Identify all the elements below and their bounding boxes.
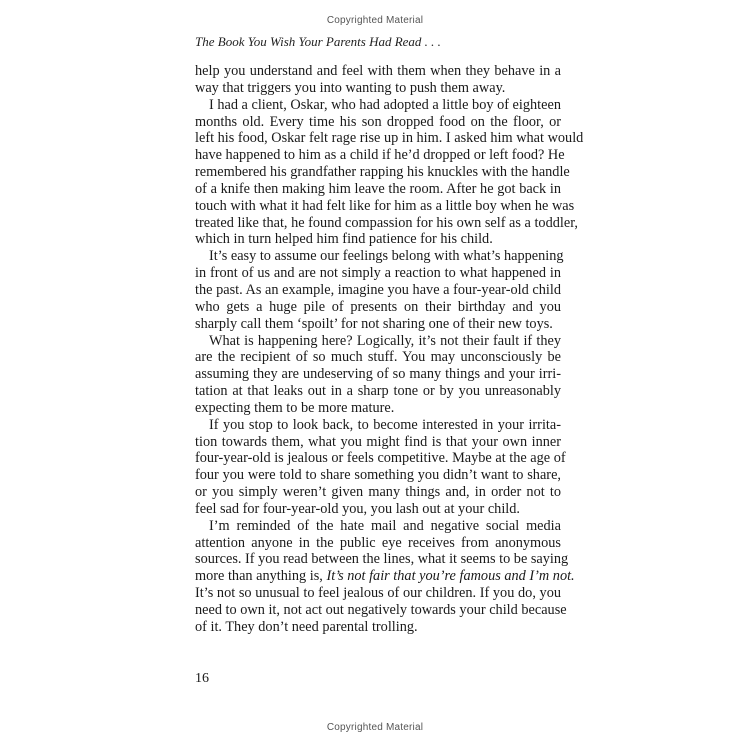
text-line [195,551,569,568]
text-line-content: remembered his grandfather rapping his knuckles with the handle [195,164,570,181]
text-line [195,366,561,383]
text-line-content: the past. As an example, imagine you have a four-year-old child [195,281,561,298]
text-line [195,197,575,215]
text-line-content: way that triggers you into wanting to push them away. [195,79,506,96]
running-head-book-title: The Book You Wish Your Parents Had Read . . . [195,34,441,49]
text-line [195,619,561,636]
text-line [195,147,565,164]
paragraph [195,333,561,417]
text-line-content: need to own it, not act out negatively towards your child because [195,602,567,618]
text-line-content: months old. Every time his son dropped food on the floor, or [195,113,561,130]
text-line-content: in front of us and are not simply a reaction to what happened in [195,265,561,282]
text-line-content: touch with what it had felt like for him as a little boy when he was [195,197,575,214]
text-line-content: I had a client, Oskar, who had adopted a little boy of eighteen [209,96,561,113]
text-line-content: attention anyone in the public eye receives from anonymous [195,534,561,551]
text-line-content: four-year-old is jealous or feels competitive. Maybe at the age of [195,450,566,467]
text-line [195,282,561,299]
text-line [195,400,561,417]
text-line-content: which in turn helped him find patience for his child. [195,231,493,248]
text-line [195,181,561,198]
text-line [195,333,561,350]
text-line-content: expecting them to be more mature. [195,399,395,416]
text-line [195,299,561,316]
text-line [195,114,561,131]
text-line [195,164,570,181]
text-line [195,316,561,333]
text-line-content: sharply call them ‘spoilt’ for not sharing one of their new toys. [195,315,553,332]
text-line [195,417,561,434]
text-line-content: are the recipient of so much stuff. You may unconsciously be [195,349,561,366]
text-line [195,585,561,602]
text-line [195,265,561,282]
paragraph [195,63,561,97]
text-line [195,568,575,585]
text-line [195,501,561,518]
text-line [195,602,567,619]
text-line-content: It’s not so unusual to feel jealous of our children. If you do, you [195,585,561,602]
text-line-content: sources. If you read between the lines, what it seems to be saying [195,551,569,568]
text-line-content: of a knife then making him leave the room. After he got back in [195,180,561,197]
text-line [195,130,584,147]
text-line-content: more than anything is, [195,568,327,585]
paragraph [195,96,584,249]
text-line [195,467,561,484]
text-line [195,349,561,366]
text-line-content: treated like that, he found compassion for his own self as a toddler, [195,214,578,231]
text-line-content: of it. They don’t need parental trolling. [195,618,418,635]
text-line-content: assuming they are undeserving of so many things and your irri- [195,366,561,383]
text-line [195,434,561,451]
text-line-content: have happened to him as a child if he’d dropped or left food? He [195,147,565,164]
paragraph [195,517,575,636]
text-line-content: help you understand and feel with them when they behave in a [195,63,561,79]
text-line [195,97,561,114]
text-line [195,450,566,467]
text-line [195,80,561,97]
text-line [195,535,561,552]
text-line [195,248,564,265]
text-line [195,63,561,80]
text-line-content: tion towards them, what you might find is that your own inner [195,433,561,450]
text-line-content: tation at that leaks out in a sharp tone or by you unreasonably [195,383,561,400]
text-line-content: I’m reminded of the hate mail and negative social media [209,517,561,534]
text-line-content: who gets a huge pile of presents on their birthday and you [195,298,561,315]
text-line [195,383,561,400]
text-line-content: It’s easy to assume our feelings belong with what’s happening [209,248,564,265]
paragraph [195,248,564,332]
page-number: 16 [195,671,209,686]
text-line-content: four you were told to share something you didn’t want to share, [195,467,561,484]
paragraph [195,416,566,518]
text-line-content: left his food, Oskar felt rage rise up in him. I asked him what would [195,130,584,147]
copyright-notice-top: Copyrighted Material [326,15,424,26]
italic-quote: It’s not fair that you’re famous and I’m not. [326,568,575,585]
text-line [195,231,561,248]
text-line-content: feel sad for four-year-old you, you lash out at your child. [195,500,520,517]
text-line-content: If you stop to look back, to become interested in your irrita- [209,416,561,433]
text-line-content: or you simply weren’t given many things and, in order not to [195,484,561,501]
body-text [195,63,584,636]
text-line-content: What is happening here? Logically, it’s not their fault if they [209,332,561,349]
text-line [195,214,578,232]
text-line [195,518,561,535]
text-line [195,484,561,501]
copyright-notice-bottom: Copyrighted Material [326,722,424,733]
